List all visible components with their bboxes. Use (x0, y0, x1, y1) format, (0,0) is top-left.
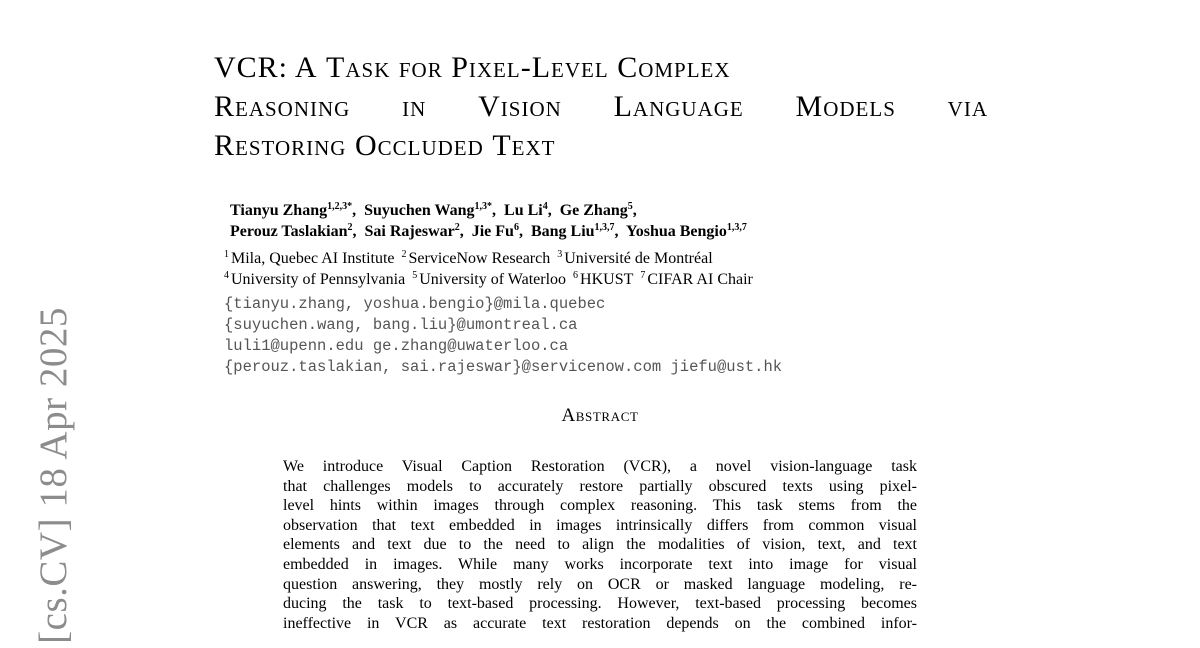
affiliation (412, 271, 566, 288)
affiliation-line-2 (224, 269, 756, 290)
paper-title (214, 48, 1014, 165)
title-word: Occluded (354, 129, 484, 162)
abstract-line: ducing the task to text-based processing. However, text-based processing becomes (283, 595, 917, 613)
title-word: in (402, 90, 427, 123)
author-name: Suyuchen Wang (364, 202, 475, 219)
email-line: luli1@upenn.edu ge.zhang@uwaterloo.ca (224, 337, 569, 355)
author-line-1 (230, 200, 747, 221)
affiliation-marker: 3 (557, 249, 563, 260)
email-line: {suyuchen.wang, bang.liu}@umontreal.ca (224, 316, 578, 334)
title-line-1 (214, 48, 1014, 87)
author-affil-marker: 1,3,7 (594, 222, 615, 233)
author: Sai Rajeswar$^2$, (364, 222, 472, 240)
affiliation-name: Université de Montréal (564, 250, 713, 267)
abstract-line: level hints within images through complex reasoning. This task stems from the (283, 497, 917, 515)
author-affil-marker: 2 (347, 222, 353, 233)
author-affil-marker: 1,2,3* (327, 201, 353, 212)
affiliation (557, 250, 712, 267)
author-name: Sai Rajeswar (364, 223, 455, 240)
author-affil-marker: 5 (627, 201, 633, 212)
affiliation-marker: 2 (401, 249, 407, 260)
author (626, 223, 747, 240)
author: Perouz Taslakian$^2$, (230, 222, 365, 240)
title-word: VCR: A (214, 51, 318, 84)
affiliation (573, 271, 633, 288)
author-affil-marker: 4 (542, 201, 548, 212)
affiliation (640, 271, 752, 288)
author: Suyuchen Wang$^{1,3*}$, (364, 201, 505, 219)
author-affil-marker: 1,3* (474, 201, 493, 212)
author-name: Perouz Taslakian (230, 223, 348, 240)
affiliation-name: University of Pennsylvania (231, 271, 406, 288)
author: Bang Liu$^{1,3,7}$, (530, 222, 626, 240)
author-name: Lu Li (504, 202, 543, 219)
title-word: Restoring (214, 129, 347, 162)
affiliation-marker: 1 (224, 249, 229, 260)
title-word: via (947, 90, 988, 123)
affiliation (224, 271, 405, 288)
abstract-line: ineffective in VCR as accurate text restoration depends on the combined infor- (283, 614, 917, 632)
abstract-body (283, 457, 917, 633)
title-word: Language (613, 90, 744, 123)
author: Jie Fu$^6$, (471, 222, 531, 240)
arxiv-stamp (29, 305, 77, 645)
title-word: Complex (617, 51, 731, 84)
author-name: Yoshua Bengio (625, 223, 727, 240)
author-name: Bang Liu (530, 223, 595, 240)
author-affil-marker: 2 (454, 222, 460, 233)
affiliation-name: HKUST (580, 271, 634, 288)
abstract-heading (0, 405, 1200, 427)
author-list (230, 200, 747, 242)
abstract-line: that challenges models to accurately restore partially obscured texts using pixel- (283, 477, 917, 495)
author-line-2 (230, 221, 747, 242)
title-word: Reasoning (214, 90, 351, 123)
abstract-heading-text: Abstract (561, 405, 639, 426)
affiliation-name: ServiceNow Research (408, 250, 551, 267)
affiliation-marker: 5 (412, 270, 418, 281)
title-word: Models (795, 90, 896, 123)
affiliation-marker: 6 (573, 270, 579, 281)
affiliation (402, 250, 551, 267)
abstract-line: We introduce Visual Caption Restoration (VCR), a novel vision-language task (283, 458, 917, 475)
abstract-line: question answering, they mostly rely on OCR or masked language modeling, re- (283, 575, 917, 593)
author-affil-marker: 1,3,7 (726, 222, 747, 233)
abstract-line: embedded in images. While many works incorporate text into image for visual (283, 555, 917, 573)
title-word: Task for (326, 51, 443, 84)
title-word: Text (492, 129, 556, 162)
author-affil-marker: 6 (513, 222, 519, 233)
abstract-line: observation that text embedded in images intrinsically differs from common visual (283, 516, 917, 534)
email-list (224, 294, 782, 378)
affiliation-marker: 4 (224, 270, 229, 281)
author-name: Jie Fu (471, 223, 514, 240)
email-line: {perouz.taslakian, sai.rajeswar}@servicenow.com jiefu@ust.hk (224, 358, 783, 376)
author: Tianyu Zhang$^{1,2,3*}$, (230, 201, 365, 219)
author-name: Tianyu Zhang (230, 202, 328, 219)
affiliation-line-1 (224, 248, 756, 269)
abstract-line: elements and text due to the need to align the modalities of vision, text, and text (283, 536, 917, 554)
arxiv-stamp-text: [cs.CV] 18 Apr 2025 (31, 306, 75, 644)
author-name: Ge Zhang (559, 202, 628, 219)
email-line: {tianyu.zhang, yoshua.bengio}@mila.quebec (224, 295, 606, 313)
title-line-2 (214, 87, 988, 126)
affiliation-list (224, 248, 756, 290)
title-word: Vision (478, 90, 562, 123)
title-line-3 (214, 126, 1014, 165)
affiliation-name: CIFAR AI Chair (647, 271, 753, 288)
affiliation-name: Mila, Quebec AI Institute (231, 250, 395, 267)
author: Ge Zhang$^5$, (559, 201, 637, 219)
affiliation-name: University of Waterloo (419, 271, 567, 288)
author: Lu Li$^4$, (504, 201, 560, 219)
title-word: Pixel-Level (451, 51, 609, 84)
affiliation-marker: 7 (640, 270, 646, 281)
affiliation (224, 250, 395, 267)
